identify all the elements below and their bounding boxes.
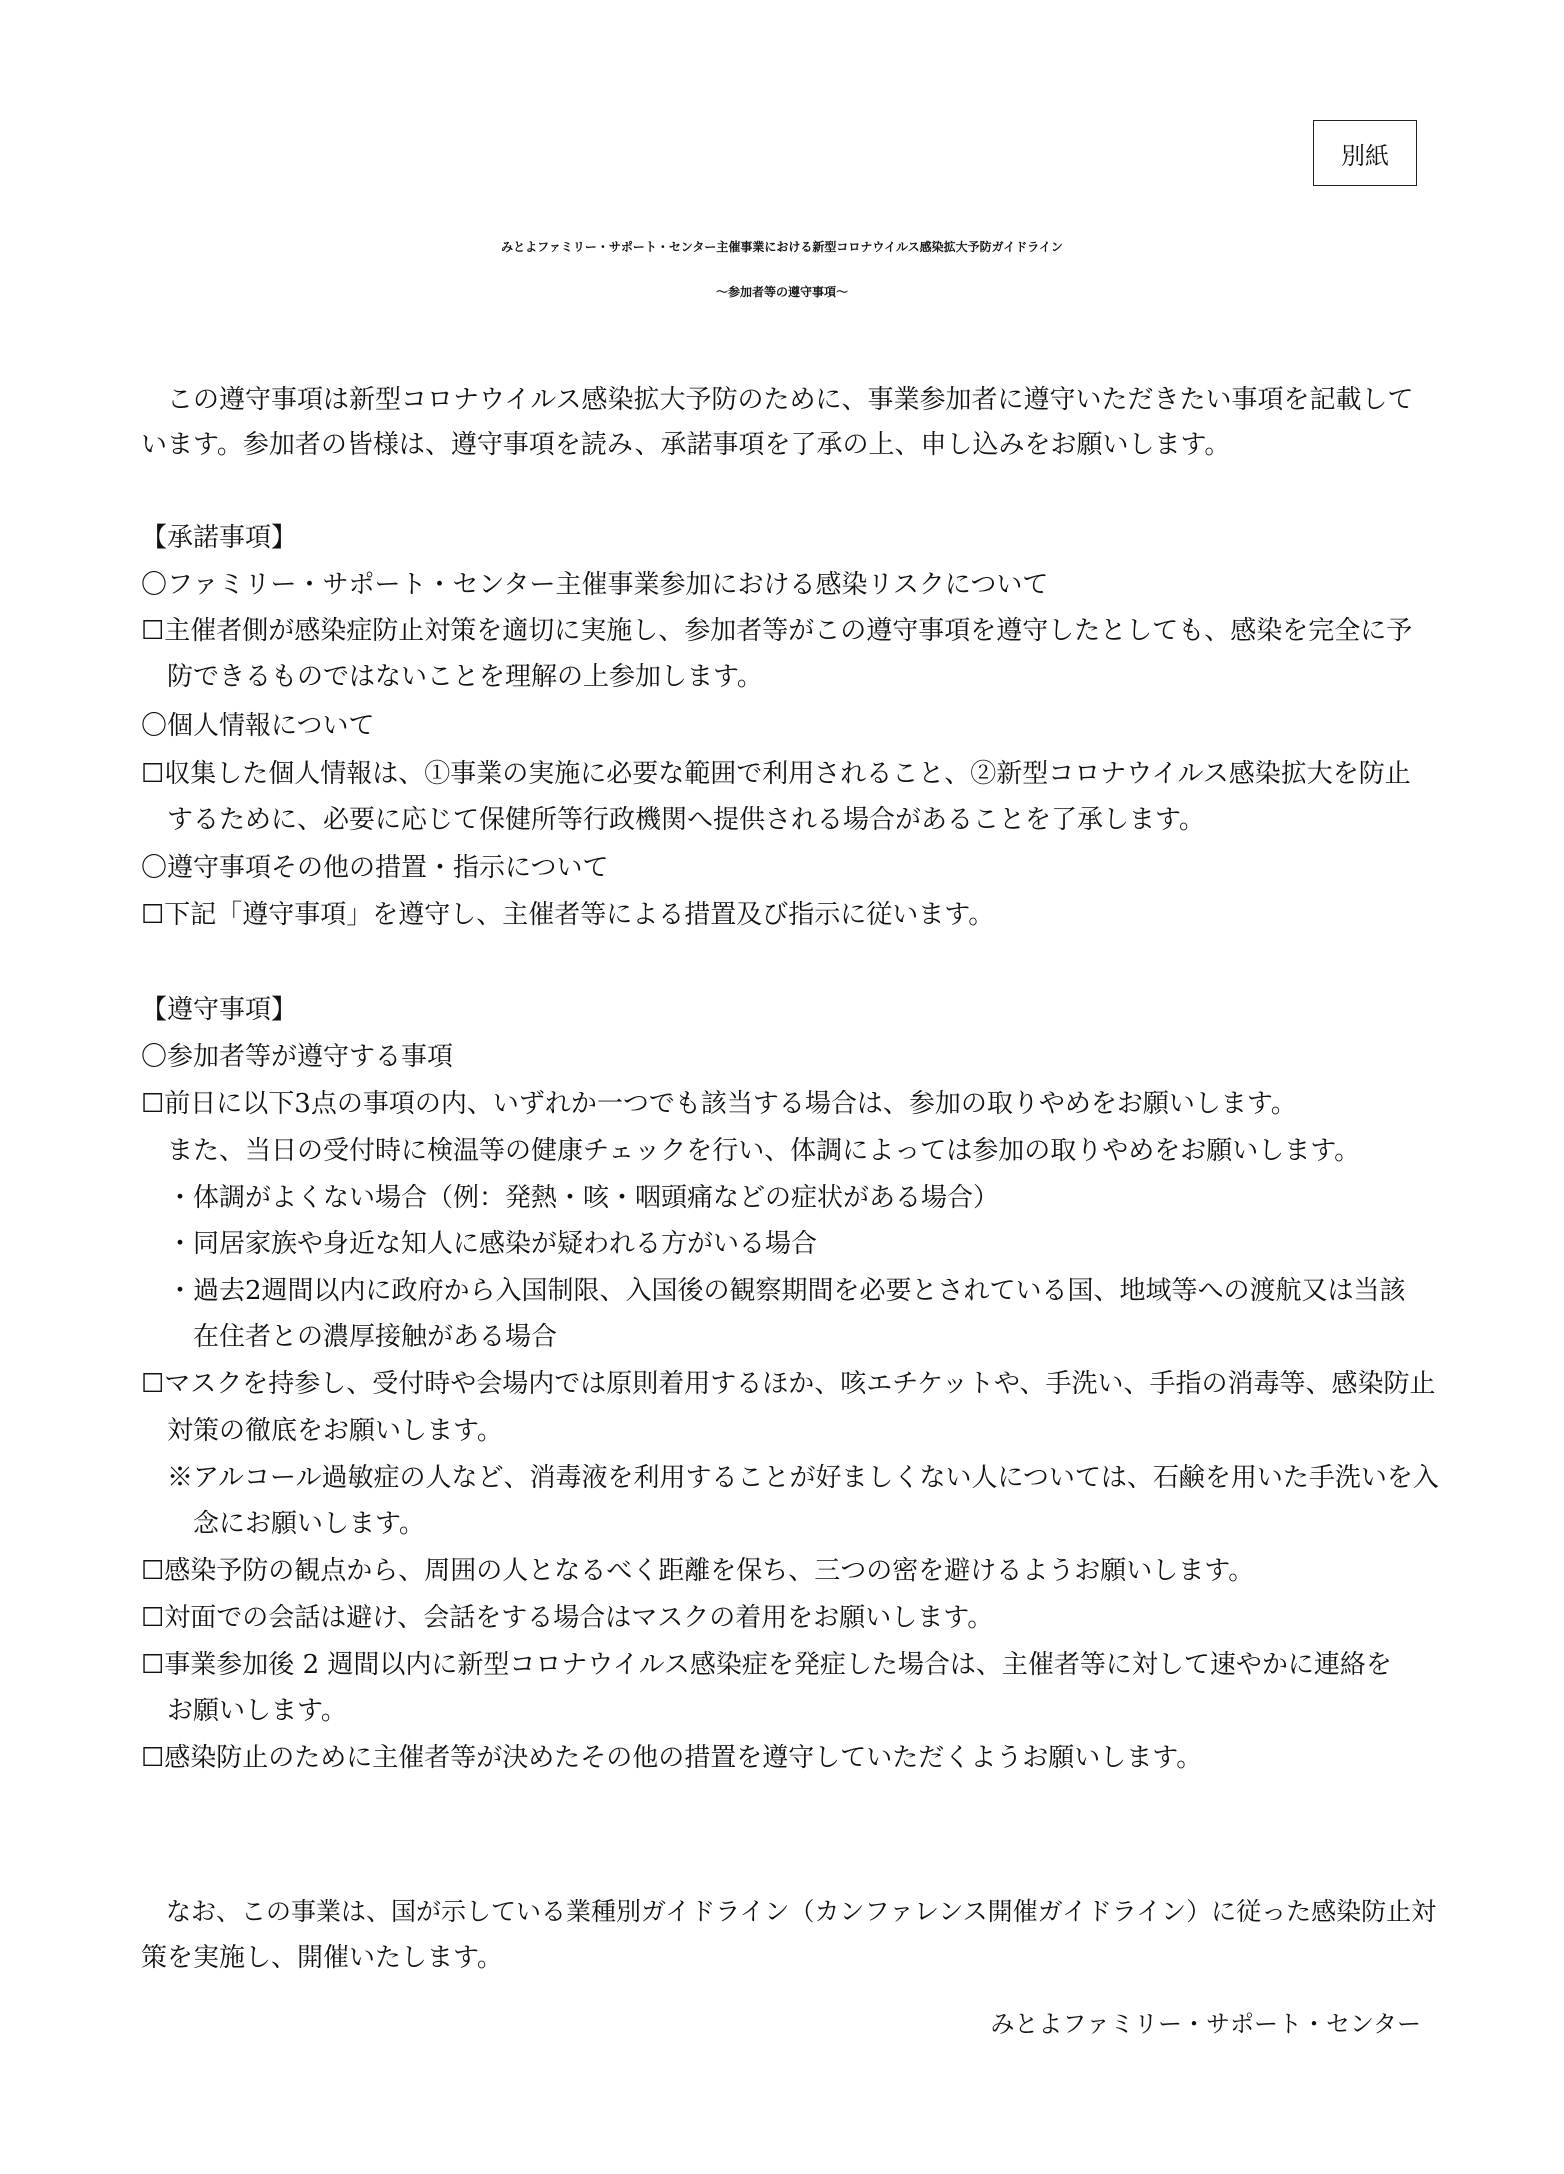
compliance-heading: 【遵守事項】 (141, 995, 298, 1025)
document-subtitle: ～参加者等の遵守事項～ (715, 285, 848, 299)
compliance-line: 念にお願いします。 (141, 1509, 425, 1539)
compliance-line: 在住者との濃厚接触がある場合 (141, 1322, 558, 1352)
consent-line: ☐下記「遵守事項」を遵守し、主催者等による措置及び指示に従います。 (141, 900, 995, 930)
intro-line: この遵守事項は新型コロナウイルス感染拡大予防のために、事業参加者に遵守いただきたい事項を記載して (141, 385, 1414, 415)
compliance-line: ☐感染予防の観点から、周囲の人となるべく距離を保ち、三つの密を避けるようお願いします。 (141, 1556, 1255, 1586)
consent-line: ☐主催者側が感染症防止対策を適切に実施し、参加者等がこの遵守事項を遵守したとしても、感染を完全に予 (141, 616, 1413, 646)
compliance-line: 〇参加者等が遵守する事項 (141, 1042, 454, 1072)
compliance-line: ☐感染防止のために主催者等が決めたその他の措置を遵守していただくようお願いします。 (141, 1743, 1203, 1773)
compliance-line: ・体調がよくない場合（例：発熱・咳・咽頭痛などの症状がある場合） (141, 1183, 1000, 1213)
compliance-line: ※アルコール過敏症の人など、消毒液を利用することが好ましくない人については、石鹸を用いた手洗いを入 (141, 1463, 1439, 1493)
compliance-line: ☐対面での会話は避け、会話をする場合はマスクの着用をお願いします。 (141, 1603, 994, 1633)
intro-line: います。参加者の皆様は、遵守事項を読み、承諾事項を了承の上、申し込みをお願いします。 (141, 430, 1231, 460)
consent-line: 〇ファミリー・サポート・センター主催事業参加における感染リスクについて (141, 570, 1049, 600)
consent-heading: 【承諾事項】 (141, 523, 298, 553)
compliance-line: ・同居家族や身近な知人に感染が疑われる方がいる場合 (141, 1229, 818, 1259)
organization-signature: みとよファミリー・サポート・センター (990, 2010, 1421, 2038)
attachment-badge: 別紙 (1313, 120, 1417, 186)
consent-line: 防できるものではないことを理解の上参加します。 (141, 662, 763, 692)
compliance-line: また、当日の受付時に検温等の健康チェックを行い、体調によっては参加の取りやめをお願いします。 (141, 1136, 1361, 1166)
compliance-line: ☐マスクを持参し、受付時や会場内では原則着用するほか、咳エチケットや、手洗い、手指の消毒等、感染防止 (141, 1369, 1436, 1399)
consent-line: 〇個人情報について (141, 711, 375, 741)
consent-line: 〇遵守事項その他の措置・指示について (141, 853, 609, 883)
compliance-line: ☐前日に以下3点の事項の内、いずれか一つでも該当する場合は、参加の取りやめをお願いします。 (141, 1089, 1297, 1119)
compliance-line: お願いします。 (141, 1696, 347, 1726)
consent-line: ☐収集した個人情報は、①事業の実施に必要な範囲で利用されること、②新型コロナウイルス感染拡大を防止 (141, 759, 1411, 789)
closing-line: なお、この事業は、国が示している業種別ガイドライン（カンファレンス開催ガイドライン）に従った感染防止対 (141, 1897, 1437, 1926)
compliance-line: 対策の徹底をお願いします。 (141, 1416, 503, 1446)
compliance-line: ・過去2週間以内に政府から入国制限、入国後の観察期間を必要とされている国、地域等への渡航又は当該 (141, 1276, 1406, 1306)
closing-line: 策を実施し、開催いたします。 (141, 1943, 503, 1973)
consent-line: するために、必要に応じて保健所等行政機関へ提供される場合があることを了承します。 (141, 805, 1205, 835)
document-title: みとよファミリー・サポート・センター主催事業における新型コロナウイルス感染拡大予防ガイドライン (501, 240, 1063, 254)
compliance-line: ☐事業参加後 2 週間以内に新型コロナウイルス感染症を発症した場合は、主催者等に対して速やかに連絡を (141, 1650, 1392, 1680)
